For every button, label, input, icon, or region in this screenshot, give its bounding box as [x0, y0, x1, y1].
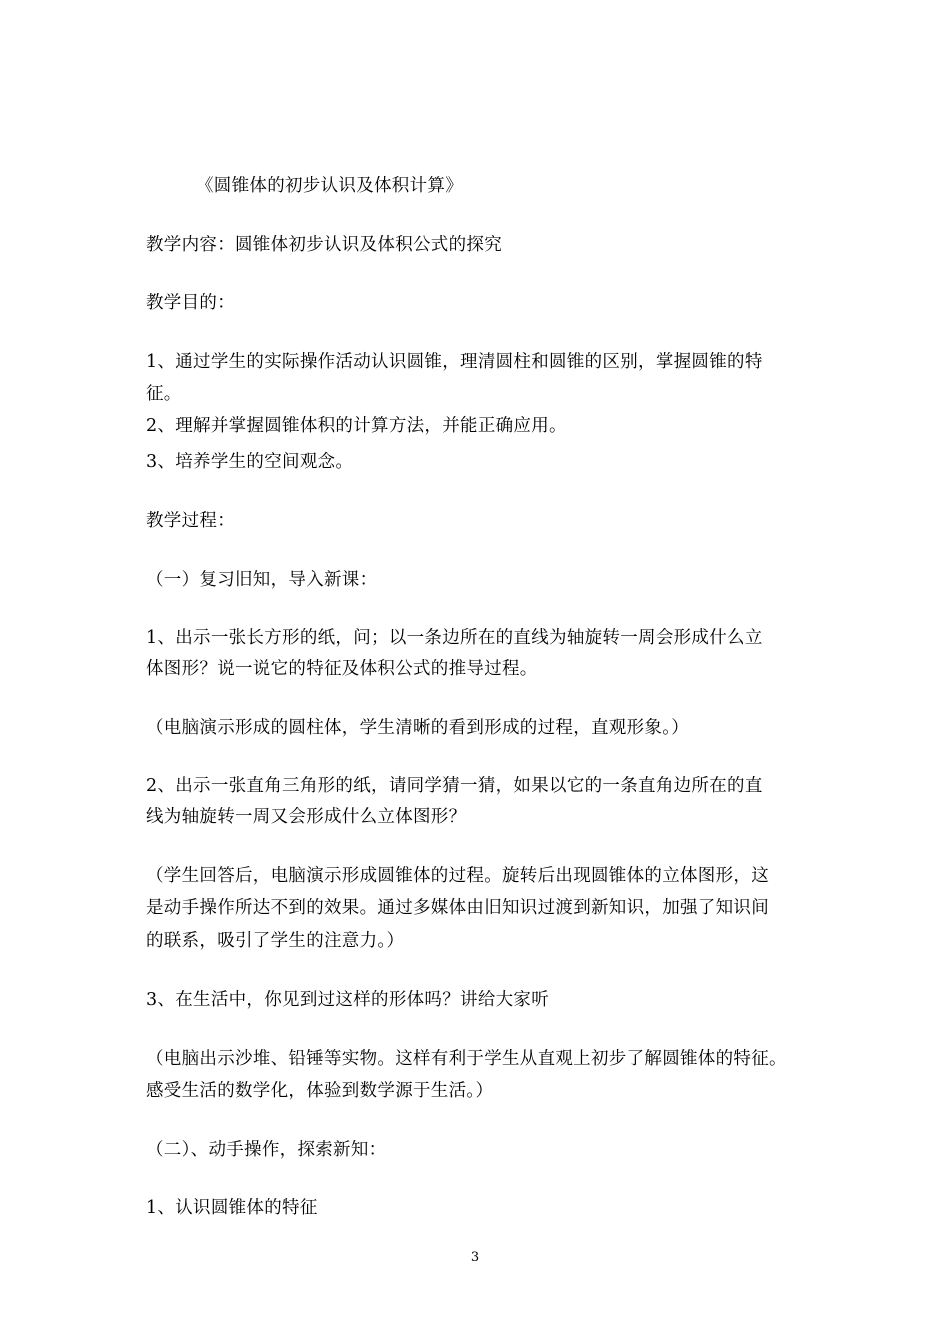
note3-line1: （电脑出示沙堆、铅锤等实物。这样有利于学生从直观上初步了解圆锥体的特征。: [146, 1049, 787, 1069]
note2-line3: 的联系，吸引了学生的注意力。）: [146, 931, 405, 951]
item2-line1: 2、出示一张直角三角形的纸，请同学猜一猜，如果以它的一条直角边所在的直: [146, 776, 763, 796]
item2-line2: 线为轴旋转一周又会形成什么立体图形？: [146, 807, 467, 827]
document-title: 《圆锥体的初步认识及体积计算》: [196, 176, 463, 196]
objective-1-cont: 征。: [146, 384, 182, 404]
objective-3: 3、培养学生的空间观念。: [146, 452, 354, 472]
note3-line2: 感受生活的数学化，体验到数学源于生活。）: [146, 1081, 494, 1101]
section2-heading: （二）、动手操作，探索新知：: [146, 1140, 387, 1160]
objectives-heading: 教学目的：: [146, 293, 235, 313]
note2-line2: 是动手操作所达不到的效果。通过多媒体由旧知识过渡到新知识，加强了知识间: [146, 898, 769, 918]
item1-line2: 体图形？说一说它的特征及体积公式的推导过程。: [146, 659, 538, 679]
page-number: 3: [470, 1250, 480, 1265]
objective-1: 1、通过学生的实际操作活动认识圆锥，理清圆柱和圆锥的区别，掌握圆锥的特: [146, 352, 763, 372]
note1: （电脑演示形成的圆柱体，学生清晰的看到形成的过程，直观形象。）: [146, 718, 690, 738]
process-heading: 教学过程：: [146, 511, 235, 531]
content-line: 教学内容：圆锥体初步认识及体积公式的探究: [146, 235, 502, 255]
item4: 1、认识圆锥体的特征: [146, 1198, 318, 1218]
item1-line1: 1、出示一张长方形的纸，问；以一条边所在的直线为轴旋转一周会形成什么立: [146, 628, 763, 648]
note2-line1: （学生回答后，电脑演示形成圆锥体的过程。旋转后出现圆锥体的立体图形，这: [146, 866, 769, 886]
objective-2: 2、理解并掌握圆锥体积的计算方法，并能正确应用。: [146, 416, 567, 436]
item3: 3、在生活中，你见到过这样的形体吗？讲给大家听: [146, 990, 550, 1010]
section1-heading: （一）复习旧知，导入新课：: [146, 570, 378, 590]
